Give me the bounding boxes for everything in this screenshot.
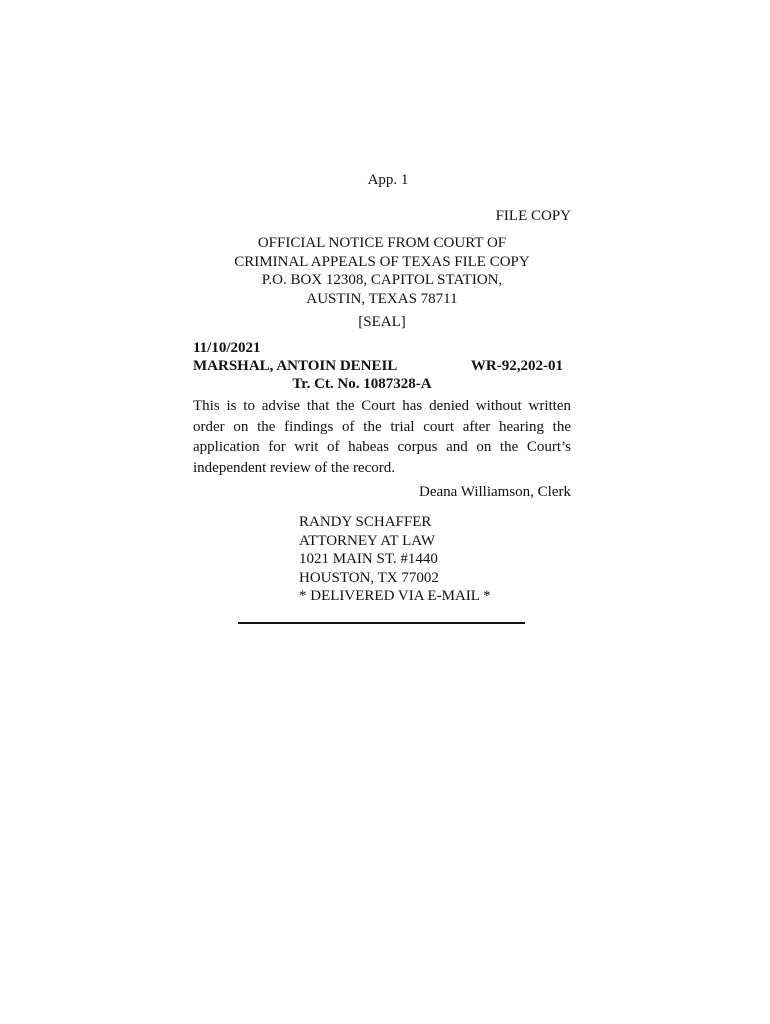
recipient-title: ATTORNEY AT LAW: [299, 532, 436, 549]
notice-line: OFFICIAL NOTICE FROM COURT OF: [257, 235, 507, 251]
party-name: MARSHAL, ANTOIN DENEIL: [193, 358, 398, 374]
notice-body: This is to advise that the Court has denied without written order on the findings of the trial court after hearing the application for writ of habeas corpus and on the Court’s independent review of the record.: [193, 398, 571, 476]
appendix-label: App. 1: [367, 172, 409, 188]
notice-line: AUSTIN, TEXAS 78711: [306, 290, 458, 307]
recipient-street: 1021 MAIN ST. #1440: [299, 551, 438, 567]
writ-number: WR-92,202-01: [470, 358, 563, 374]
case-caption: [193, 358, 571, 375]
notice-date: 11/10/2021: [193, 340, 261, 356]
file-copy-label: FILE COPY: [495, 208, 571, 224]
divider-line: [238, 622, 525, 624]
clerk-signature: Deana Williamson, Clerk: [419, 484, 571, 500]
notice-line: CRIMINAL APPEALS OF TEXAS FILE COPY: [234, 253, 530, 270]
notice-line: P.O. BOX 12308, CAPITOL STATION,: [261, 272, 503, 288]
trial-court-number: Tr. Ct. No. 1087328-A: [292, 376, 432, 392]
recipient-name: RANDY SCHAFFER: [299, 514, 432, 530]
delivery-note: * DELIVERED VIA E-MAIL *: [299, 588, 491, 604]
recipient-city: HOUSTON, TX 77002: [299, 569, 439, 586]
seal-label: [SEAL]: [358, 314, 406, 330]
recipient-address: [299, 513, 491, 606]
notice-heading: [193, 234, 571, 308]
